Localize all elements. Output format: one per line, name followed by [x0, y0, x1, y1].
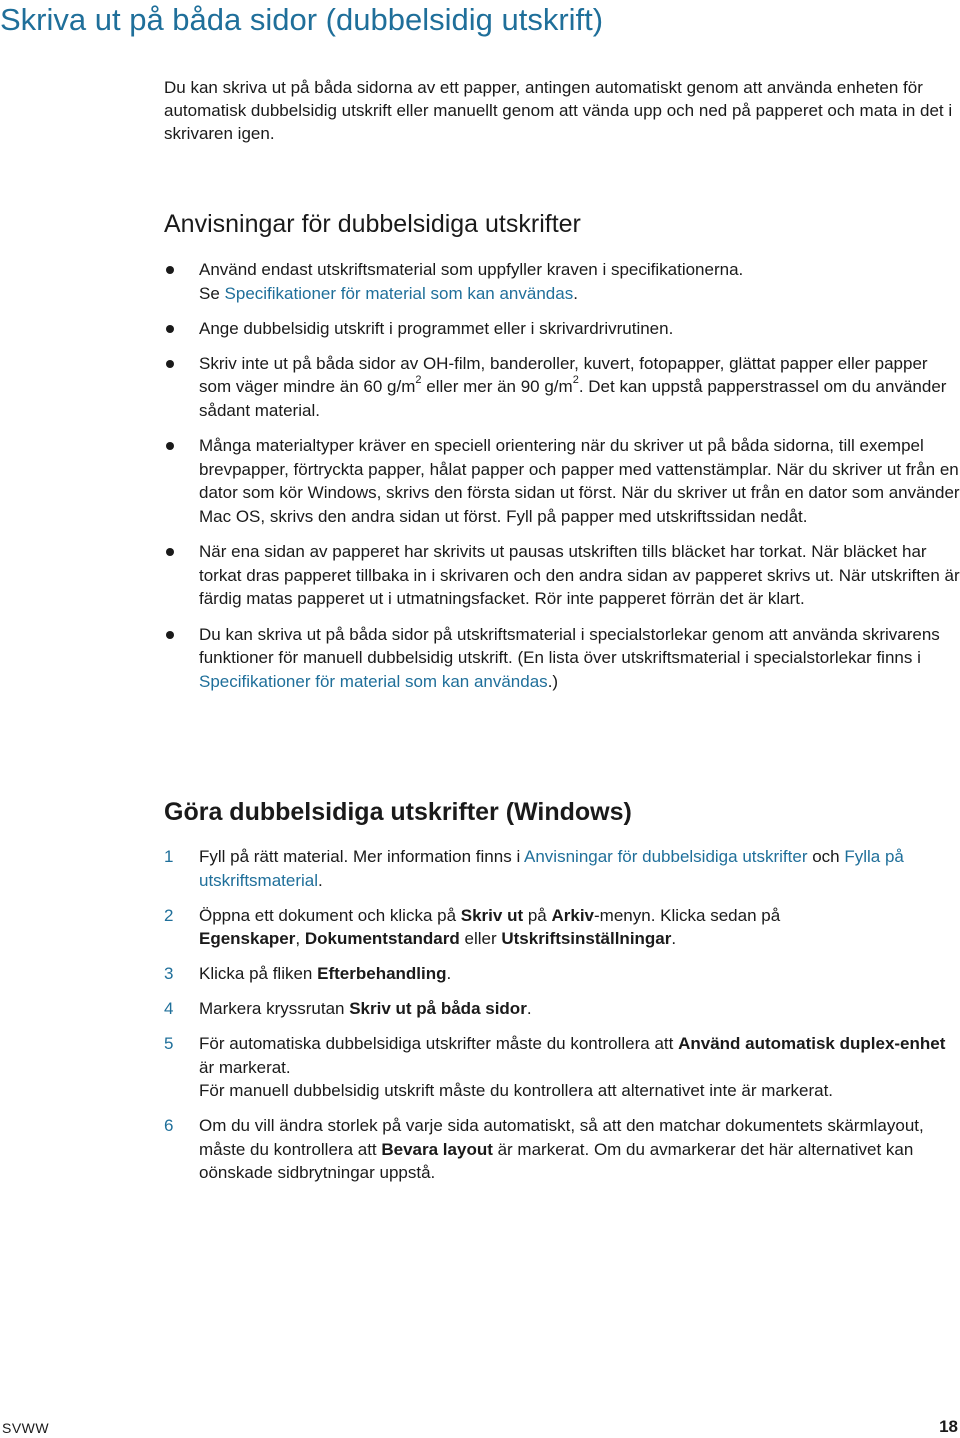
list-item — [164, 352, 960, 423]
ui-term: Skriv ut — [460, 905, 524, 925]
list-item — [164, 434, 960, 528]
ui-term: Dokumentstandard — [304, 929, 460, 948]
ui-term: Efterbehandling — [317, 964, 447, 983]
step-text: Markera kryssrutan — [199, 999, 350, 1018]
step-text: och — [807, 847, 845, 866]
step-text: Om du vill ändra storlek på varje sida automatiskt, så att den matchar dokumentets skärmlayout, måste du kontrollera att — [199, 1116, 924, 1159]
ui-term: Bevara layout — [381, 1139, 493, 1159]
bullet-icon — [166, 266, 174, 274]
bullet-text: Använd endast utskriftsmaterial som uppfyller kraven i specifikationerna. — [199, 260, 744, 279]
guidelines-list — [164, 258, 960, 705]
load-media-link[interactable]: Fylla på utskriftsmaterial — [199, 847, 904, 890]
list-item — [164, 540, 960, 611]
superscript: 2 — [415, 374, 422, 387]
step-item — [164, 997, 960, 1021]
ui-term: Arkiv — [551, 905, 595, 925]
ui-term: Utskriftsinställningar — [501, 929, 672, 948]
step-text: -menyn. Klicka sedan på — [594, 905, 781, 925]
specifications-link[interactable]: Specifikationer för material som kan användas — [224, 283, 574, 303]
step-number: 1 — [164, 847, 174, 866]
bullet-icon — [166, 548, 174, 556]
specifications-link[interactable]: Specifikationer för material som kan användas — [199, 671, 548, 691]
bullet-icon — [166, 631, 174, 639]
step-text: eller — [459, 929, 502, 948]
step-text: Klicka på fliken — [199, 964, 318, 983]
footer-label: SVWW — [2, 1420, 50, 1436]
step-number: 2 — [164, 905, 174, 925]
section-heading-guidelines: Anvisningar för dubbelsidiga utskrifter — [164, 210, 581, 238]
step-item — [164, 845, 960, 892]
step-text: För manuell dubbelsidig utskrift måste du kontrollera att alternativet inte är markerat. — [199, 1081, 834, 1100]
ui-term: Skriv ut på båda sidor — [349, 999, 527, 1018]
step-text: . — [671, 929, 677, 948]
superscript: 2 — [572, 374, 579, 387]
page-number: 18 — [939, 1417, 958, 1436]
step-number: 6 — [164, 1116, 174, 1135]
step-item — [164, 904, 960, 951]
step-text: . — [446, 964, 452, 983]
step-text: är markerat. Om du avmarkerar det här alternativet kan oönskade sidbrytningar uppstå. — [199, 1139, 914, 1182]
bullet-icon — [166, 360, 174, 368]
step-item — [164, 962, 960, 986]
intro-paragraph: Du kan skriva ut på båda sidorna av ett papper, antingen automatiskt genom att använda enheten för automatisk dubbelsidig utskrift eller manuellt genom att vända upp och ned på papperet och mata in det i skrivaren igen. — [164, 78, 953, 143]
bullet-icon — [166, 442, 174, 450]
step-number: 5 — [164, 1034, 174, 1053]
step-number: 4 — [164, 999, 174, 1018]
step-text: För automatiska dubbelsidiga utskrifter måste du kontrollera att — [199, 1034, 679, 1053]
bullet-icon — [166, 325, 174, 333]
step-text: . — [526, 999, 532, 1018]
bullet-text: Ange dubbelsidig utskrift i programmet eller i skrivardrivrutinen. — [199, 319, 674, 338]
bullet-text: Skriv inte ut på båda sidor av OH-film, banderoller, kuvert, fotopapper, glättat papper eller papper som väger mindre än 60 g/m — [199, 353, 928, 396]
step-number: 3 — [164, 964, 174, 983]
bullet-text: .) — [547, 671, 559, 691]
bullet-text: Många materialtyper kräver en speciell orientering när du skriver ut på båda sidorna, till exempel brevpapper, förtryckta papper, hålat papper och papper med vattenstämplar. När du skriver ut från en dator som kör Windows, skrivs den första sidan ut först. När du skriver ut från en dator som använder Mac OS, skrivs den andra sidan ut först. Fyll på papper med utskriftssidan nedåt. — [199, 436, 960, 526]
guidelines-link[interactable]: Anvisningar för dubbelsidiga utskrifter — [524, 847, 808, 866]
step-text: är markerat. — [199, 1057, 291, 1077]
page-title: Skriva ut på båda sidor (dubbelsidig utskrift) — [0, 2, 604, 37]
bullet-text: . — [573, 283, 578, 303]
ui-term: Egenskaper — [199, 929, 296, 948]
step-item — [164, 1032, 960, 1103]
ui-term: Använd automatisk duplex-enhet — [678, 1034, 946, 1053]
step-text: Fyll på rätt material. Mer information finns i — [199, 847, 525, 866]
step-item — [164, 1114, 960, 1185]
section-heading-windows: Göra dubbelsidiga utskrifter (Windows) — [164, 798, 632, 826]
list-item — [164, 317, 960, 341]
step-text: på — [523, 905, 552, 925]
bullet-text: Se — [199, 283, 225, 303]
step-text: , — [295, 929, 305, 948]
list-item — [164, 258, 960, 305]
bullet-text: Du kan skriva ut på båda sidor på utskriftsmaterial i specialstorlekar genom att använda skrivarens funktioner för manuell dubbelsidig utskrift. (En lista över utskriftsmaterial i specialstorlekar finns i — [199, 624, 940, 667]
bullet-text: . Det kan uppstå papperstrassel om du använder sådant material. — [199, 377, 947, 420]
steps-list — [164, 845, 960, 1196]
step-text: Öppna ett dokument och klicka på — [199, 905, 461, 925]
step-text: . — [318, 870, 323, 890]
bullet-text: eller mer än 90 g/m — [421, 377, 573, 396]
list-item — [164, 623, 960, 694]
bullet-text: När ena sidan av papperet har skrivits ut pausas utskriften tills bläcket har torkat. När bläcket har torkat dras papperet tillbaka in i skrivaren och den andra sidan av papperet skrivs ut. När utskriften är färdig matas papperet ut i utmatningsfacket. Rör inte papperet förrän det är klart. — [199, 542, 960, 608]
